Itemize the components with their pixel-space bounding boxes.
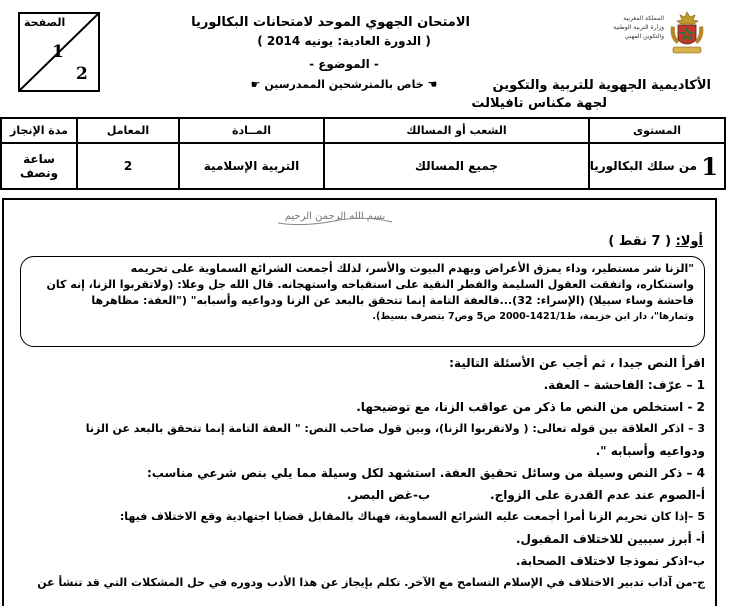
quote-line: فاحشة وساء سبيلا) (الإسراء: 32)...فالعفة التامة إنما تتحقق بالبعد عن الزنا ودواعيه وأسبابه" ("العفة: مظاهرها bbox=[91, 294, 694, 307]
quote-line: واستنكاره، واتفقت العقول السليمة والفطر النقية على استقباحه واستهجانه. قال الله جل وعلا: (ولاتقربوا الزنا، إنه كان bbox=[46, 278, 694, 291]
subject-cell: التربية الإسلامية bbox=[179, 143, 324, 189]
question-4-option-b: ب-غض البصر. bbox=[346, 488, 431, 502]
page-current: 1 bbox=[52, 42, 64, 62]
quote-line: "الزنا شر مستطير، وداء يمزق الأعراض ويهدم البيوت والأسر، لذلك أجمعت الشرائع السماوية على تحريمه bbox=[130, 262, 694, 275]
header-coefficient: المعامل bbox=[77, 118, 179, 143]
question-3-continued: ودواعيه وأسبابه ". bbox=[595, 444, 705, 458]
question-4: 4 – ذكر النص وسيلة من وسائل تحقيق العفة. استشهد لكل وسيلة مما يلي بنص شرعي مناسب: bbox=[146, 466, 705, 480]
level-text: من سلك البكالوريا bbox=[589, 158, 698, 173]
coefficient-cell: 2 bbox=[77, 143, 179, 189]
header-branches: الشعب أو المسالك bbox=[324, 118, 589, 143]
candidates-text: خاص بالمترشحين الممدرسين bbox=[264, 78, 424, 91]
exam-title-block bbox=[191, 15, 470, 91]
ministry-line: والتكوين المهني bbox=[624, 33, 664, 40]
exam-session: ( الدورة العادية: يونيه 2014 ) bbox=[257, 34, 431, 48]
section-label: أولا: bbox=[675, 234, 703, 249]
level-cell bbox=[589, 143, 725, 189]
branches-cell: جميع المسالك bbox=[324, 143, 589, 189]
academy-name: الأكاديمية الجهوية للتربية والتكوين bbox=[492, 78, 711, 93]
question-5-option-b: ب-اذكر نموذجا لاختلاف الصحابة. bbox=[515, 554, 705, 568]
header-duration: مدة الإنجاز bbox=[1, 118, 77, 143]
page-label: الصفحة bbox=[24, 16, 66, 29]
pointing-hand-icon: ☚ bbox=[427, 78, 438, 91]
calligraphy-underline bbox=[274, 206, 396, 228]
table-header-row bbox=[1, 118, 725, 143]
text-quote-box bbox=[20, 256, 705, 347]
basmala-text: بسم الله الرحمن الرحيم bbox=[284, 211, 386, 222]
pointing-hand-icon: ☛ bbox=[250, 78, 261, 91]
kingdom-emblem-icon bbox=[667, 10, 707, 56]
basmala-calligraphy bbox=[274, 206, 396, 228]
candidates-line bbox=[218, 78, 470, 91]
page-number-box bbox=[18, 12, 100, 92]
question-2: 2 - استخلص من النص ما ذكر من عواقب الزنا، مع توضيحها. bbox=[356, 400, 705, 414]
question-5-option-c: ج-من آداب تدبير الاختلاف في الإسلام التسامح مع الآخر. تكلم بإيجاز عن هذا الأدب ودوره في حل المشكلات التي قد تنشأ عن bbox=[37, 576, 705, 589]
exam-content-box bbox=[2, 198, 717, 606]
regional-committee: لجهة مكناس تافيلالت bbox=[471, 96, 607, 111]
questions-list bbox=[9, 352, 705, 594]
instruction-line: اقرأ النص جيدا ، ثم أجب عن الأسئلة التالية: bbox=[449, 356, 705, 370]
section-points: ( 7 نقط ) bbox=[608, 234, 672, 249]
table-row bbox=[1, 143, 725, 189]
duration-cell: ساعة ونصف bbox=[1, 143, 77, 189]
question-4-option-a: أ-الصوم عند عدم القدرة على الزواج. bbox=[490, 488, 705, 502]
page-total: 2 bbox=[76, 64, 88, 84]
question-5-option-a: أ- أبرز سببين للاختلاف المقبول. bbox=[516, 532, 705, 546]
header-level: المستوى bbox=[589, 118, 725, 143]
question-5: 5 –إذا كان تحريم الزنا أمرا أجمعت عليه الشرائع السماوية، فهناك بالمقابل قضايا اجتهادية وقع الاختلاف فيها: bbox=[119, 510, 705, 523]
level-digit: 1 bbox=[701, 151, 718, 181]
section-one-title bbox=[608, 234, 703, 249]
question-1: 1 – عرّف: الفاحشة – العفة. bbox=[543, 378, 705, 392]
quote-reference: وثمارها"، دار ابن خزيمة، ط1421/1-2000 ص5 وص7 بتصرف بسيط). bbox=[372, 311, 694, 322]
subject-word: - الموضوع - bbox=[309, 57, 379, 71]
question-4-options bbox=[9, 484, 705, 506]
exam-title: الامتحان الجهوي الموحد لامتحانات البكالوريا bbox=[191, 15, 470, 30]
question-3: 3 – اذكر العلاقة بين قوله تعالى: ( ولاتقربوا الزنا)، وبين قول صاحب النص: " العفة التامة إنما تتحقق بالبعد عن الزنا bbox=[85, 422, 705, 435]
exam-header bbox=[0, 0, 729, 112]
header-subject: المــادة bbox=[179, 118, 324, 143]
ministry-line: وزارة التربية الوطنية bbox=[613, 24, 664, 31]
exam-info-table bbox=[0, 117, 726, 190]
ministry-text bbox=[578, 14, 664, 41]
ministry-line: المملكة المغربية bbox=[623, 15, 664, 22]
